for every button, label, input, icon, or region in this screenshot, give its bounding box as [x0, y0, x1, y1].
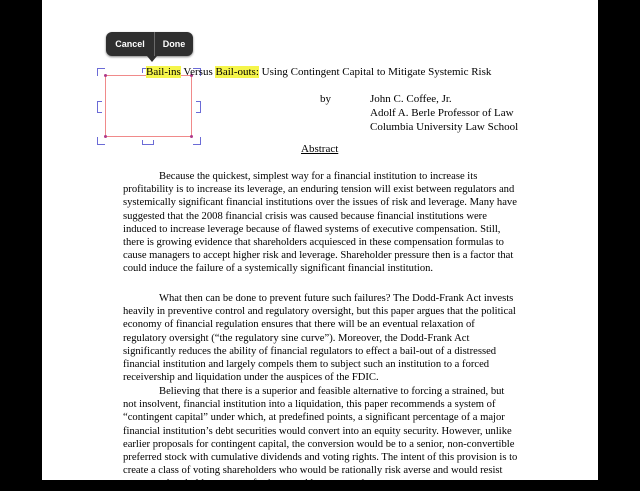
selection-box[interactable] — [105, 75, 192, 137]
anchor-dot — [104, 135, 107, 138]
author-affiliation: Columbia University Law School — [370, 121, 519, 133]
abstract-paragraph-2: What then can be done to prevent future such failures? The Dodd-Frank Act invests heavily in preventive control and regulatory oversight, but this paper argues that the political economy of financial regulation ensures that there will be an eventual relaxation of regulatory oversight (“the regulatory sine curve”). Moreover, the Dodd-Frank Act significantly reduces the ability of financial regulators to effect a bail-out of a distressed financial institution and largely compels them to subject such an institution to a forced receivership and liquidation under the auspices of the FDIC. — [123, 293, 516, 384]
highlighted-text[interactable]: Bail-ins — [146, 66, 181, 78]
resize-handle-right[interactable] — [196, 101, 201, 113]
author-name: John C. Coffee, Jr. — [370, 93, 452, 105]
abstract-paragraph-3: Believing that there is a superior and feasible alternative to forcing a strained, but not insolvent, financial institution into a liquidation, this paper recommends a system of “contingent capital” under which, at predefined points, a significant percentage of a major financial institution’s debt securities would convert into an equity security. However, unlike earlier proposals for contingent capital, the conversion would be to a senior, non-convertible preferred stock with cumulative dividends and voting rights. The intent of this provision is to create a class of voting shareholders who would be rationally risk averse and would resist common shareholder pressure for increased leverage and — [123, 386, 518, 490]
anchor-dot — [104, 74, 107, 77]
author-block — [370, 92, 518, 134]
by-label: by — [320, 93, 331, 105]
resize-handle-bottom[interactable] — [142, 140, 154, 145]
done-button[interactable]: Done — [155, 32, 193, 56]
edit-popup — [106, 32, 193, 56]
author-title: Adolf A. Berle Professor of Law — [370, 107, 514, 119]
highlighted-text[interactable]: Bail-outs: — [215, 66, 259, 78]
document-title: Bail-ins Versus Bail-outs: Using Contingent Capital to Mitigate Systemic Risk — [146, 66, 492, 78]
anchor-dot — [190, 135, 193, 138]
resize-handle-left[interactable] — [97, 101, 102, 113]
resize-handle-bottom-left[interactable] — [97, 137, 105, 145]
abstract-paragraph-1: Because the quickest, simplest way for a financial institution to increase its profitability is to increase its leverage, an enduring tension will exist between regulators and systemically significant financial institutions over the issues of risk and leverage. Many have suggested that the 2008 financial crisis was caused because financial institutions were induced to increase leverage because of flawed systems of executive compensation. Still, there is growing evidence that shareholders acquiesced in these compensation formulas to cause managers to accept higher risk and leverage. Shareholder pressure then is a factor that could induce the failure of a systemically significant financial institution. — [123, 171, 517, 275]
abstract-heading: Abstract — [301, 143, 339, 155]
cancel-button[interactable]: Cancel — [106, 32, 154, 56]
popup-arrow — [147, 56, 157, 62]
resize-handle-bottom-right[interactable] — [193, 137, 201, 145]
